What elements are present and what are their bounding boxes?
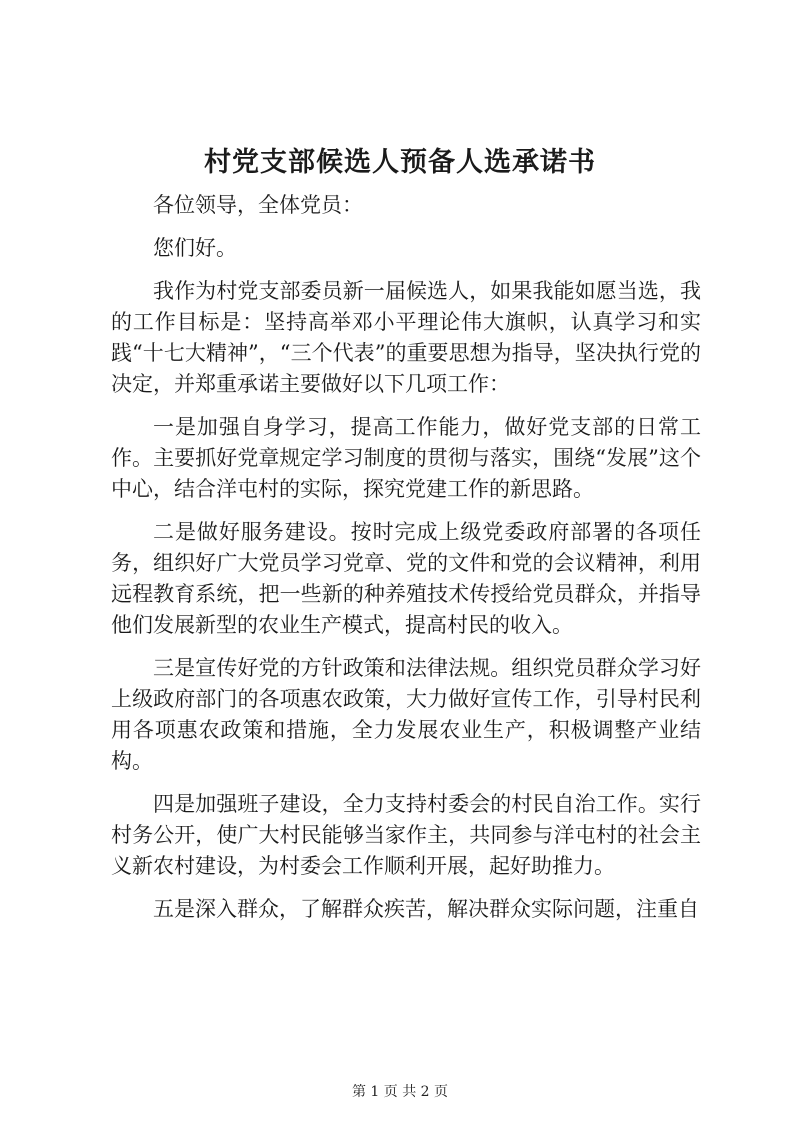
intro-paragraph: 我作为村党支部委员新一届候选人，如果我能如愿当选，我的工作目标是：坚持高举邓小平理论伟大旗帜，认真学习和实践“十七大精神”，“三个代表”的重要思想为指导，坚决执行党的决定，并郑重承诺主要做好以下几项工作：: [111, 279, 701, 396]
page-number-footer: 第 1 页 共 2 页: [351, 1084, 449, 1100]
salutation-paragraph: 各位领导，全体党员：: [153, 193, 363, 217]
commitment-paragraph-4: 四是加强班子建设，全力支持村委会的村民自治工作。实行村务公开，使广大村民能够当家作主，共同参与洋屯村的社会主义新农村建设，为村委会工作顺利开展，起好助推力。: [111, 792, 701, 878]
document-body: [111, 190, 701, 937]
commitment-paragraph-1: 一是加强自身学习，提高工作能力，做好党支部的日常工作。主要抓好党章规定学习制度的贯彻与落实，围绕“发展”这个中心，结合洋屯村的实际，探究党建工作的新思路。: [111, 415, 701, 501]
greeting-paragraph: 您们好。: [153, 236, 237, 260]
document-title: 村党支部候选人预备人选承诺书: [204, 147, 596, 178]
commitment-paragraph-2: 二是做好服务建设。按时完成上级党委政府部署的各项任务，组织好广大党员学习党章、党的文件和党的会议精神，利用远程教育系统，把一些新的种养殖技术传授给党员群众，并指导他们发展新型的农业生产模式，提高村民的收入。: [111, 520, 701, 637]
commitment-paragraph-5: 五是深入群众，了解群众疾苦，解决群众实际问题，注重自: [153, 897, 699, 921]
commitment-paragraph-3: 三是宣传好党的方针政策和法律法规。组织党员群众学习好上级政府部门的各项惠农政策，大力做好宣传工作，引导村民利用各项惠农政策和措施，全力发展农业生产，积极调整产业结构。: [111, 656, 701, 773]
